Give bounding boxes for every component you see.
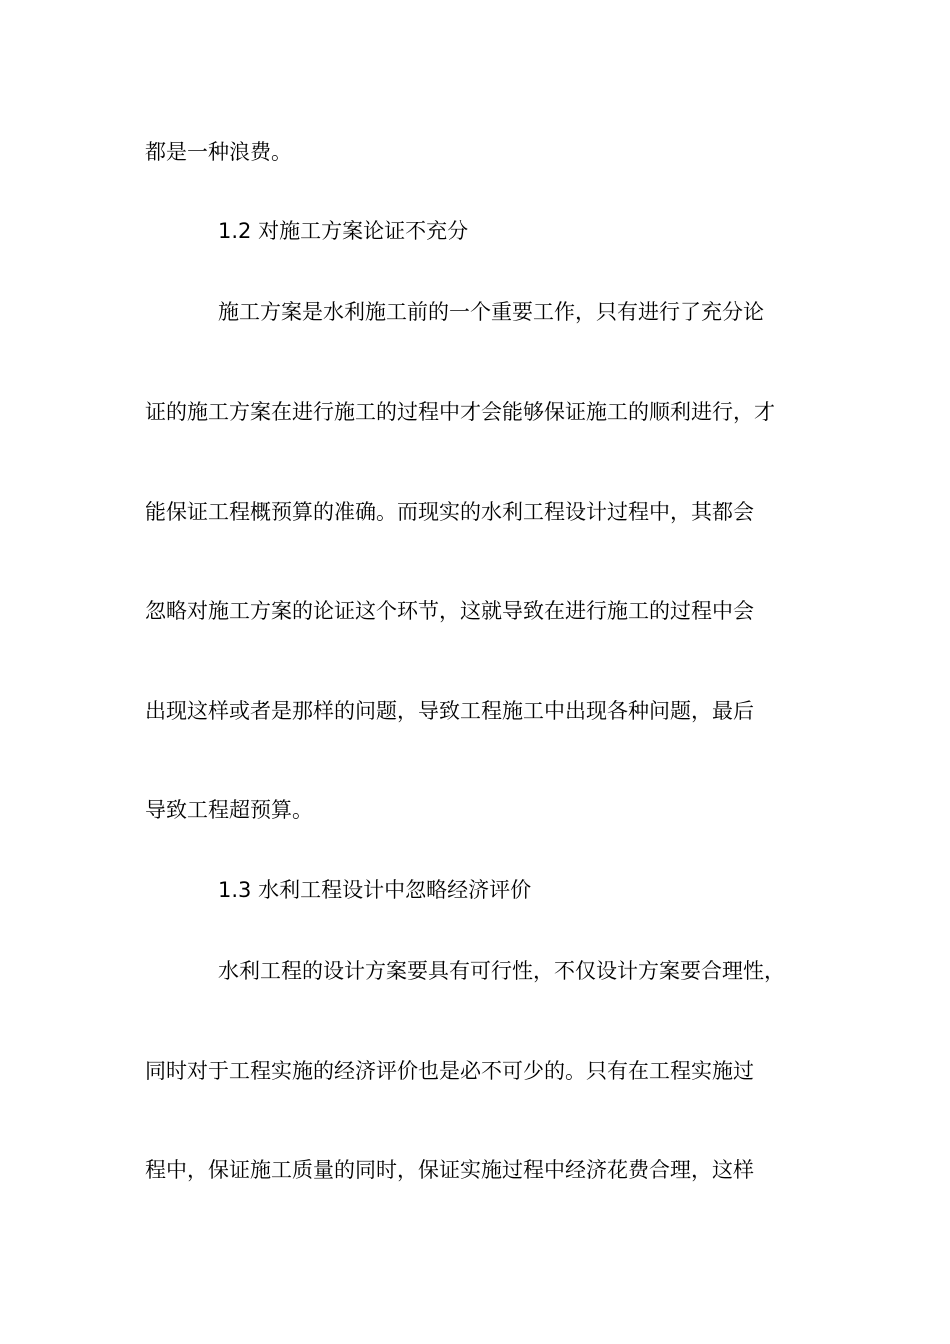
paragraph-line: 出现这样或者是那样的问题，导致工程施工中出现各种问题，最后 xyxy=(145,699,754,723)
paragraph-line: 忽略对施工方案的论证这个环节，这就导致在进行施工的过程中会 xyxy=(145,599,754,623)
paragraph-line: 能保证工程概预算的准确。而现实的水利工程设计过程中，其都会 xyxy=(145,500,754,524)
paragraph-line: 导致工程超预算。 xyxy=(145,798,313,822)
paragraph-line: 证的施工方案在进行施工的过程中才会能够保证施工的顺利进行，才 xyxy=(145,400,775,424)
paragraph-line: 程中，保证施工质量的同时，保证实施过程中经济花费合理，这样 xyxy=(145,1158,754,1182)
section-heading-1-3: 1.3 水利工程设计中忽略经济评价 xyxy=(218,878,532,902)
section-heading-1-2: 1.2 对施工方案论证不充分 xyxy=(218,219,469,243)
paragraph-continuation-line: 都是一种浪费。 xyxy=(145,140,292,164)
paragraph-line: 水利工程的设计方案要具有可行性，不仅设计方案要合理性， xyxy=(218,959,785,983)
paragraph-line: 同时对于工程实施的经济评价也是必不可少的。只有在工程实施过 xyxy=(145,1059,754,1083)
paragraph-line: 施工方案是水利施工前的一个重要工作，只有进行了充分论 xyxy=(218,300,764,324)
